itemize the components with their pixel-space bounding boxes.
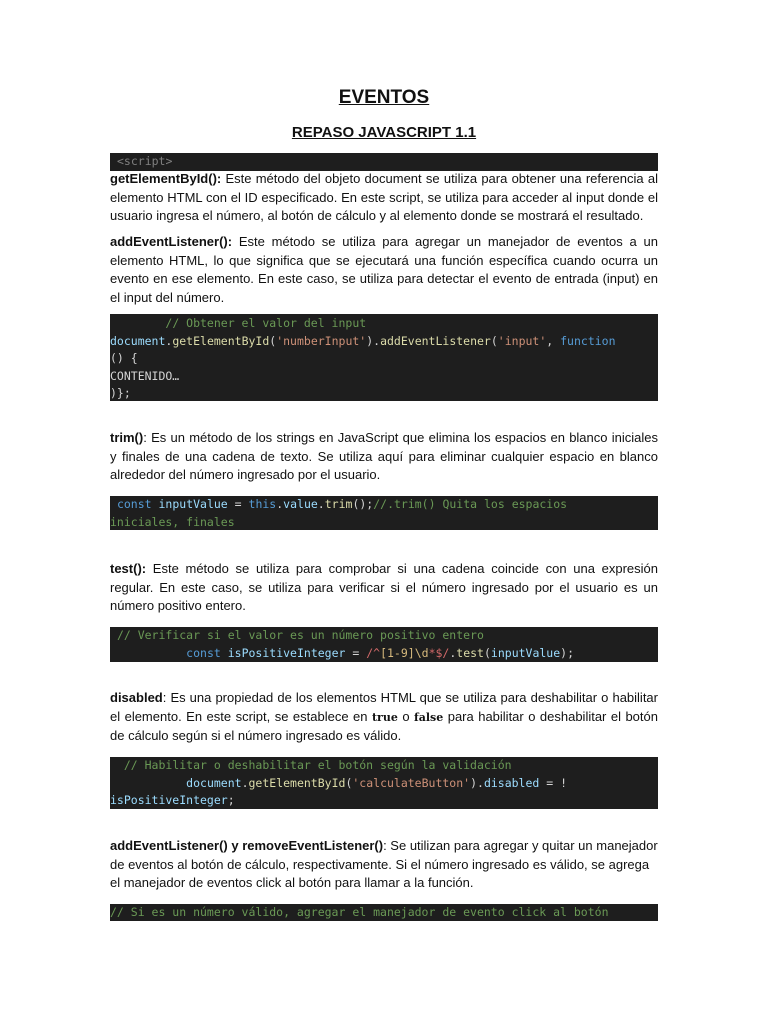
code-token: CONTENIDO… bbox=[110, 368, 180, 383]
page-subtitle: REPASO JAVASCRIPT 1.1 bbox=[291, 124, 477, 141]
code-comment: // Habilitar o deshabilitar el botón según la validación bbox=[123, 758, 512, 772]
code-token: document bbox=[110, 333, 166, 348]
text-test: Este método se utiliza para comprobar si una cadena coincide con una expresión regular. En este caso, se utiliza para verificar si el número ingresado por el usuario es un número positivo entero. bbox=[110, 561, 658, 613]
code-token: const bbox=[116, 497, 152, 511]
term-getelementbyid: getElementById(): bbox=[110, 171, 222, 186]
text-disabled-c: para habilitar o deshabilitar el botón de cálculo según si el número ingresado es válido. bbox=[110, 708, 658, 743]
code-token: )}; bbox=[110, 386, 131, 400]
code-comment: iniciales, finales bbox=[110, 514, 235, 529]
word-false: false bbox=[414, 710, 444, 724]
code-token: document bbox=[186, 775, 242, 790]
script-tag-text: <script> bbox=[117, 154, 173, 168]
code-token: function bbox=[560, 333, 616, 348]
text-disabled-a: : Es una propiedad de los elementos HTML que se utiliza para deshabilitar o habilitar el elemento. En este script, se establece en bbox=[110, 690, 658, 724]
code-token: isPositiveInteger bbox=[227, 645, 346, 660]
term-test: test(): bbox=[110, 561, 147, 576]
code-token: /^ bbox=[366, 645, 381, 660]
code-token: disabled bbox=[483, 775, 540, 790]
word-true: true bbox=[371, 710, 398, 724]
code-token: [1-9] bbox=[380, 645, 415, 660]
code-token: *$/ bbox=[428, 645, 450, 660]
code-token: 'input' bbox=[497, 333, 547, 348]
text-add-remove: : Se utilizan para agregar y quitar un manejador de eventos al botón de cálculo, respectivamente. Si el número ingresado es válido, se agrega el manejador de eventos click al botón para llamar a la función. bbox=[110, 838, 658, 890]
page-title: EVENTOS bbox=[338, 87, 430, 108]
code-token: \d bbox=[414, 645, 429, 660]
code-token: this bbox=[248, 497, 277, 511]
code-token: getElementById bbox=[172, 333, 270, 348]
code-token: isPositiveInteger bbox=[110, 793, 228, 807]
code-token: 'calculateButton' bbox=[352, 775, 471, 790]
code-comment: // Si es un número válido, agregar el manejador de evento click al botón bbox=[110, 905, 609, 919]
code-token: () { bbox=[110, 351, 138, 365]
code-comment: // Obtener el valor del input bbox=[165, 316, 367, 330]
text-trim: : Es un método de los strings en JavaScript que elimina los espacios en blanco iniciales y finales de una cadena de texto. Se utiliza aquí para eliminar cualquier espacio en blanco alrededor del número ingresado por el usuario. bbox=[110, 430, 658, 482]
paragraph-disabled bbox=[110, 689, 658, 746]
code-token: addEventListener bbox=[380, 333, 491, 348]
text-addeventlistener: Este método se utiliza para agregar un manejador de eventos a un elemento HTML, lo que significa que se ejecutará una función específica cuando ocurra un evento en ese elemento. En este caso, se utiliza para detectar el evento de entrada (input) en el input del número. bbox=[110, 234, 658, 305]
text-disabled-b: o bbox=[397, 708, 415, 724]
code-comment: // Verificar si el valor es un número positivo entero bbox=[116, 628, 484, 642]
code-block-regex: // Verificar si el valor es un número positivo entero const isPositiveInteger = /^[1-9]\d*$/.test(inputValue); bbox=[110, 627, 658, 662]
paragraph-getelementbyid bbox=[110, 170, 658, 226]
code-token: 'numberInput' bbox=[276, 333, 367, 348]
code-token: test bbox=[456, 645, 484, 660]
code-token: trim bbox=[324, 497, 353, 511]
term-add-remove: addEventListener() y removeEventListener() bbox=[110, 838, 384, 853]
code-block-add-listener: // Obtener el valor del input document.getElementById('numberInput').addEventListener('input', function () { CONTENIDO… )}; bbox=[110, 314, 658, 401]
code-block-script-tag bbox=[110, 153, 658, 171]
code-token: value bbox=[283, 497, 318, 511]
term-disabled: disabled bbox=[110, 690, 163, 705]
term-addeventlistener: addEventListener(): bbox=[110, 234, 233, 249]
code-comment: //.trim() Quita los espacios bbox=[373, 497, 568, 511]
code-token: inputValue bbox=[158, 497, 228, 511]
paragraph-addeventlistener bbox=[110, 233, 658, 307]
code-token: getElementById bbox=[248, 775, 346, 790]
paragraph-add-remove-listener bbox=[110, 837, 658, 893]
term-trim: trim() bbox=[110, 430, 144, 445]
code-block-disabled: // Habilitar o deshabilitar el botón según la validación document.getElementById('calculateButton').disabled = ! isPositiveInteger; bbox=[110, 757, 658, 809]
code-token: const bbox=[186, 645, 221, 660]
code-block-click bbox=[110, 904, 658, 921]
code-token: inputValue bbox=[490, 645, 561, 660]
paragraph-test bbox=[110, 560, 658, 616]
paragraph-trim bbox=[110, 429, 658, 485]
text-getelementbyid: Este método del objeto document se utiliza para obtener una referencia al elemento HTML con el ID especificado. En este script, se utiliza para acceder al input donde el usuario ingresa el número, al botón de cálculo y al elemento donde se mostrará el resultado. bbox=[110, 171, 658, 223]
code-block-trim: const inputValue = this.value.trim();//.trim() Quita los espacios iniciales, finales bbox=[110, 496, 658, 530]
